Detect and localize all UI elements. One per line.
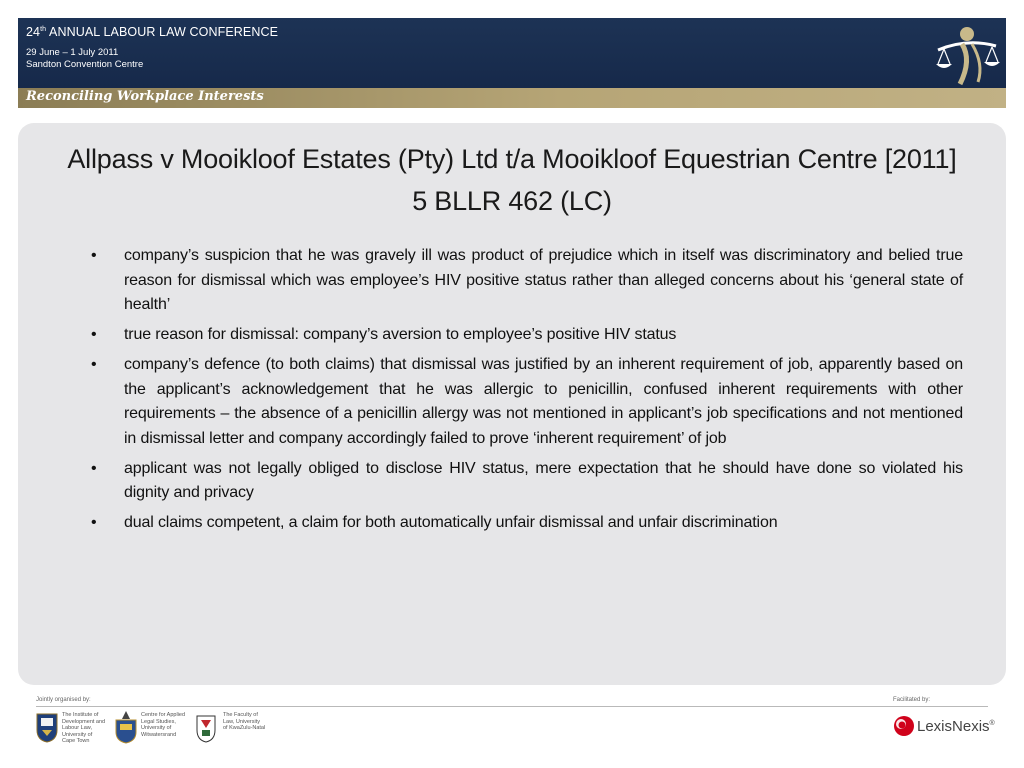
jointly-organised-label: Jointly organised by:: [36, 697, 91, 703]
bullet-text: true reason for dismissal: company’s aversion to employee’s positive HIV status: [124, 326, 677, 343]
organiser-wits: [141, 712, 185, 738]
conference-dates: 29 June – 1 July 2011: [26, 47, 119, 58]
organiser-line: The Institute of: [62, 712, 99, 718]
bullet-item: [88, 511, 963, 536]
slide-title: Allpass v Mooikloof Estates (Pty) Ltd t/a Mooikloof Equestrian Centre [2011] 5 BLLR 462 (LC): [67, 144, 957, 216]
conference-title: [26, 25, 278, 39]
organiser-line: University of: [62, 731, 93, 738]
organiser-line: The Faculty of: [223, 712, 258, 718]
bullet-text: dual claims competent, a claim for both automatically unfair dismissal and unfair discrimination: [124, 514, 778, 531]
organiser-line: of KwaZulu-Natal: [223, 725, 266, 731]
organiser-line: Centre for Applied: [141, 712, 186, 718]
conference-venue: Sandton Convention Centre: [26, 59, 144, 70]
scales-of-justice-logo-icon: [932, 20, 1002, 88]
bullet-item: [88, 353, 963, 451]
facilitated-by-label: Facilitated by:: [893, 697, 931, 703]
lexisnexis-logo: [893, 713, 995, 739]
organiser-uct: [62, 712, 105, 745]
organiser-line: Legal Studies,: [141, 718, 176, 725]
bullet-item: [88, 323, 963, 348]
ukzn-crest-icon: [194, 714, 218, 744]
bullet-list: [88, 244, 963, 541]
footer-divider: [36, 706, 988, 707]
tagline-bar: [18, 88, 1006, 108]
organiser-line: University of: [141, 725, 172, 731]
bullet-icon: •: [91, 514, 97, 531]
lexisnexis-swirl-icon: [893, 715, 915, 737]
bullet-text: applicant was not legally obliged to disclose HIV status, mere expectation that he should have done so violated his dignity and privacy: [124, 459, 963, 501]
registered-mark: ®: [989, 720, 995, 727]
bullet-icon: •: [91, 326, 97, 343]
organiser-line: Cape Town: [62, 738, 90, 744]
conference-header: [18, 18, 1006, 88]
wits-crest-icon: [114, 710, 138, 744]
lexisnexis-wordmark: [917, 718, 995, 735]
bullet-text: company’s suspicion that he was gravely ill was product of prejudice which in itself was discriminatory and belied true reason for dismissal which was employee’s HIV positive status rather than alleged concerns about his ‘general state of health’: [124, 247, 963, 313]
conference-title-number: 24: [26, 25, 41, 39]
bullet-item: [88, 244, 963, 318]
organiser-line: Development and: [62, 718, 106, 725]
conference-title-ordinal: th: [40, 25, 47, 33]
organiser-line: Law, University: [223, 718, 260, 725]
organiser-line: Labour Law,: [62, 725, 92, 731]
bullet-text: company’s defence (to both claims) that dismissal was justified by an inherent requirement of job, apparently based on the applicant’s acknowledgement that he was allergic to penicillin, confused inherent requirements with other requirements – the absence of a penicillin allergy was not mentioned in applicant’s job specifications and not mentioned in dismissal letter and company accordingly failed to prove ‘inherent requirement’ of job: [124, 356, 963, 447]
bullet-icon: •: [91, 356, 97, 373]
lexisnexis-name: LexisNexis: [917, 718, 990, 735]
uct-crest-icon: [36, 713, 58, 743]
organiser-line: Witwatersrand: [141, 731, 177, 738]
bullet-icon: •: [91, 459, 97, 477]
bullet-item: [88, 457, 963, 506]
conference-tagline: Reconciling Workplace Interests: [26, 89, 264, 104]
conference-title-text: ANNUAL LABOUR LAW CONFERENCE: [46, 25, 279, 39]
bullet-icon: •: [91, 247, 97, 264]
organiser-ukzn: [223, 712, 265, 732]
